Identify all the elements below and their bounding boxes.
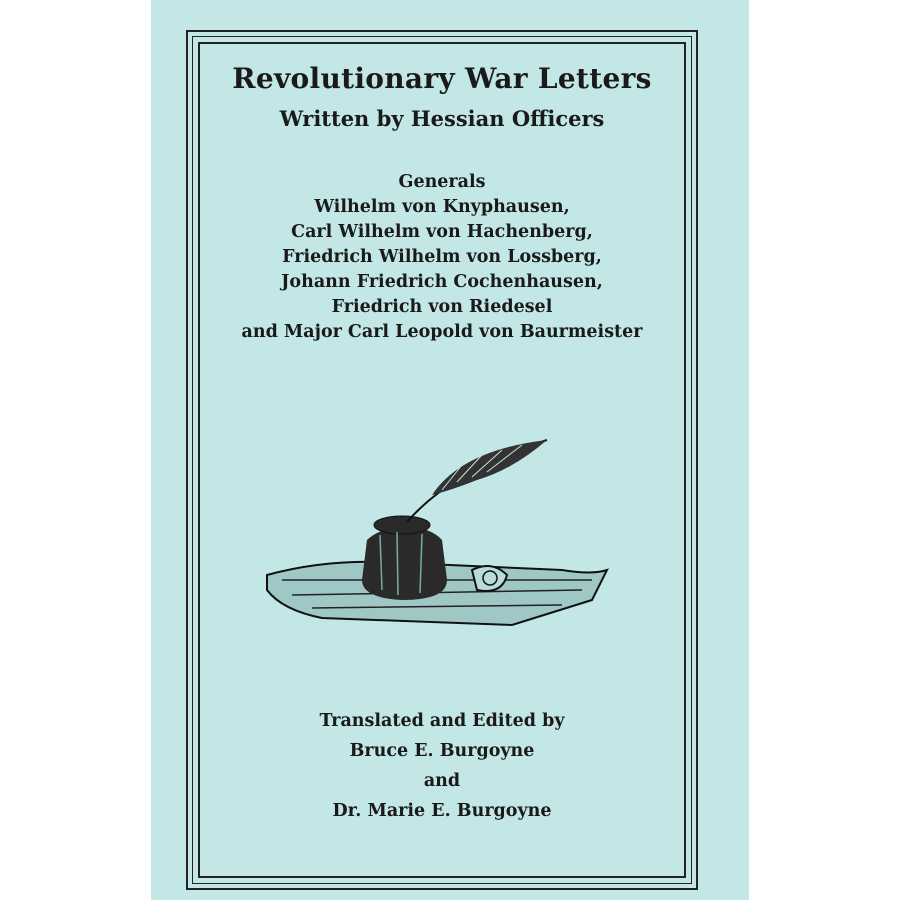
editor-name: Bruce E. Burgoyne bbox=[349, 741, 535, 761]
inkwell-quill-illustration-icon bbox=[262, 430, 612, 630]
officer-name: and Major Carl Leopold von Baurmeister bbox=[241, 322, 643, 342]
names-heading: Generals bbox=[398, 172, 486, 192]
conjunction: and bbox=[423, 771, 461, 791]
book-title: Revolutionary War Letters bbox=[232, 62, 652, 95]
credits-heading: Translated and Edited by bbox=[319, 711, 565, 731]
officer-name: Friedrich von Riedesel bbox=[331, 297, 553, 317]
officer-names bbox=[186, 170, 698, 345]
officer-name: Johann Friedrich Cochenhausen, bbox=[281, 272, 603, 292]
officer-name: Carl Wilhelm von Hachenberg, bbox=[291, 222, 593, 242]
officer-name: Wilhelm von Knyphausen, bbox=[314, 197, 570, 217]
book-subtitle: Written by Hessian Officers bbox=[279, 106, 605, 131]
credits bbox=[186, 706, 698, 826]
editor-name: Dr. Marie E. Burgoyne bbox=[332, 801, 552, 821]
officer-name: Friedrich Wilhelm von Lossberg, bbox=[282, 247, 602, 267]
